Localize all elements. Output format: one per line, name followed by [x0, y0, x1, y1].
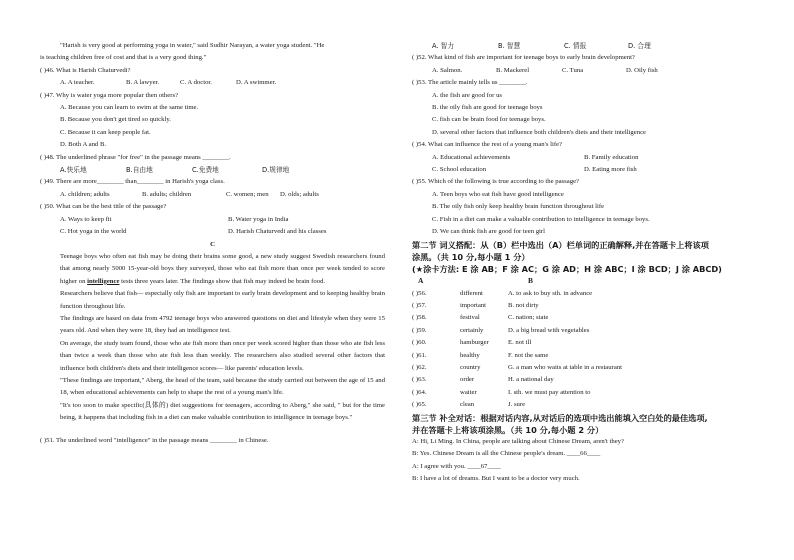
- q48-option-a: A.快乐地: [60, 166, 87, 175]
- q46-option-b: B. A lawyer.: [126, 79, 160, 87]
- question-50-stem: ( )50. What can be the best title of the passage?: [40, 203, 167, 211]
- match-definition: B. not dirty: [508, 301, 539, 309]
- column-b-label: B: [528, 276, 533, 286]
- q54-option-d: D. Eating more fish: [584, 166, 637, 174]
- match-number: ( )62.: [412, 363, 427, 371]
- q49-option-d: D. olds; adults: [280, 190, 319, 198]
- match-row: [412, 362, 757, 374]
- right-column: [412, 40, 757, 486]
- column-a-label: A: [418, 276, 424, 286]
- passage-paragraph-5: "These findings are important," Aberg, the head of the team, said because the study carried out between the age of 15 and 18, when educational achievements can help to shape the rest of a young man's life.: [60, 376, 385, 397]
- q54-option-c: C. School education: [432, 166, 487, 174]
- section-2-heading-cont: 涂黑。（共 10 分,每小题 1 分）: [412, 251, 530, 262]
- match-word: different: [460, 289, 483, 297]
- question-54-options-cd: [412, 164, 757, 176]
- q52-option-c: C. Tuna: [562, 66, 584, 74]
- section-2-heading: 第二节 词义搭配：从（B）栏中选出（A）栏单词的正确解释,并在答题卡上将该项: [412, 239, 709, 250]
- match-definition: F. not the same: [508, 351, 549, 359]
- question-49-options: [40, 189, 385, 201]
- match-definition: A. to ask to buy sth. in advance: [508, 289, 593, 297]
- dialogue-line-4: B: I have a lot of dreams. But I want to be a doctor very much.: [412, 475, 580, 483]
- match-word: healthy: [460, 351, 480, 359]
- quote-line-1: "Harish is very good at performing yoga in water," said Sudhir Narayan, a water yoga student. "He: [60, 42, 325, 49]
- match-number: ( )63.: [412, 376, 427, 384]
- match-column-headers: [412, 275, 757, 287]
- match-number: ( )61.: [412, 351, 427, 359]
- q51-option-a: A. 智力: [432, 42, 455, 50]
- dialogue-line-2: B: Yes. Chinese Dream is all the Chinese people's dream. ____66____: [412, 450, 601, 458]
- p1-text-b: tests three years later. The findings show that fish may indeed be brain food.: [119, 277, 326, 285]
- match-row: [412, 288, 757, 300]
- question-55-stem: ( )55. Which of the following is true according to the passage?: [412, 178, 580, 186]
- match-word: country: [460, 363, 481, 371]
- q47-option-d: D. Both A and B.: [60, 141, 107, 149]
- match-number: ( )64.: [412, 388, 427, 396]
- question-51-options: [412, 40, 757, 52]
- match-word: certainly: [460, 326, 484, 334]
- match-number: ( )60.: [412, 339, 427, 347]
- q52-option-a: A. Salmon.: [432, 66, 463, 74]
- section-c-heading: C: [210, 240, 215, 248]
- q54-option-a: A. Educational achievements: [432, 153, 511, 161]
- q51-option-b: B. 智慧: [498, 42, 521, 50]
- question-48-stem: ( )48. The underlined phrase "for free" in the passage means ________.: [40, 153, 231, 161]
- question-46-options: [40, 77, 385, 89]
- match-row: [412, 374, 757, 386]
- match-number: ( )65.: [412, 401, 427, 409]
- match-definition: G. a man who waits at table in a restaurant: [508, 363, 623, 371]
- q48-option-c: C.免费地: [192, 166, 219, 175]
- match-word: clean: [460, 401, 475, 409]
- q48-option-d: D.规律地: [262, 166, 290, 175]
- q50-option-a: A. Ways to keep fit: [60, 215, 112, 223]
- q52-option-d: D. Oily fish: [626, 66, 658, 74]
- match-definition: H. a national day: [508, 376, 554, 384]
- q50-option-c: C. Hot yoga in the world: [60, 228, 127, 236]
- question-52-options: [412, 65, 757, 77]
- passage-paragraph-1: [40, 251, 385, 288]
- q48-option-b: B.自由地: [126, 166, 153, 175]
- q46-option-a: A. A teacher.: [60, 79, 95, 87]
- q53-option-b: B. the oily fish are good for teenage boys: [432, 104, 543, 112]
- match-row: [412, 350, 757, 362]
- q54-option-b: B. Family education: [584, 153, 639, 161]
- question-54-options-ab: [412, 152, 757, 164]
- match-row: [412, 387, 757, 399]
- q47-option-c: C. Because it can keep people fat.: [60, 128, 151, 136]
- q53-option-a: A. the fish are good for us: [432, 91, 503, 99]
- p1-text-a: Teenage boys who often eat fish may be doing their brains some good, a new study suggest Swedish researchers found that among nearly 5000 15-year-old boys they surveyed, those who eat fish more than once per week tended to score higher on: [60, 252, 385, 285]
- match-word: hamburger: [460, 339, 489, 347]
- match-row: [412, 300, 757, 312]
- match-word: important: [460, 301, 487, 309]
- match-row: [412, 325, 757, 337]
- question-52-stem: ( )52. What kind of fish are important for teenage boys to early brain development?: [412, 54, 635, 62]
- question-46-stem: ( )46. What is Harish Chaturvedi?: [40, 66, 131, 74]
- dialogue-line-1: A: Hi, Li Ming. In China, people are talking about Chinese Dream, aren't they?: [412, 437, 624, 445]
- match-row: [412, 312, 757, 324]
- match-word: order: [460, 376, 475, 384]
- passage-paragraph-4: On average, the study team found, those who ate fish more than once per week scored higher than those who ate fish less than twice a week than those who ate fish less than weekly. The researchers also studied several other factors that influence both children's diets and their intelligence scores— like parents' education levels.: [60, 339, 385, 372]
- question-54-stem: ( )54. What can influence the rest of a young man's life?: [412, 141, 563, 149]
- match-list: [412, 288, 757, 412]
- match-definition: J. sure: [508, 401, 526, 409]
- q55-option-b: B. The oily fish only keep healthy brain function throughout life: [432, 203, 605, 211]
- left-column: [40, 40, 385, 447]
- question-48-options: [40, 164, 385, 176]
- match-row: [412, 337, 757, 349]
- quote-line-2: is teaching children free of cost and that is a very good thing.": [40, 54, 207, 62]
- match-word: waiter: [460, 388, 477, 396]
- q49-option-b: B. adults; children: [142, 190, 192, 198]
- question-53-stem: ( )53. The article mainly tells us ________.: [412, 79, 528, 87]
- q46-option-c: C. A doctor.: [180, 79, 212, 87]
- question-49-stem: ( )49. There are more________ than________ in Harish's yoga class.: [40, 178, 225, 186]
- q49-option-c: C. women; men: [226, 190, 269, 198]
- passage-paragraph-6: "It's too soon to make specific(具体的) diet suggestions for teenagers, according to Aberg," she said, " but for the time being, it happens that including fish in a diet can make valuable contribution to intelligence in teenage boys.": [60, 401, 385, 422]
- passage-paragraph-2: Researchers believe that fish— especially oily fish are important to early brain development and to keeping healthy brain function throughout life.: [60, 290, 385, 310]
- match-definition: C. nation; state: [508, 314, 549, 322]
- underlined-word-intelligence: intelligence: [87, 277, 120, 285]
- q46-option-d: D. A swimmer.: [236, 79, 277, 87]
- section-3-heading: 第三节 补全对话：根据对话内容,从对话后的选项中选出能填入空白处的最佳选项,: [412, 412, 708, 423]
- q51-option-d: D. 合理: [628, 42, 651, 50]
- q55-option-d: D. We can think fish are good for teen girl: [432, 228, 545, 236]
- match-row: [412, 399, 757, 411]
- match-word: festival: [460, 314, 480, 322]
- match-definition: D. a big bread with vegetables: [508, 326, 590, 334]
- q50-option-b: B. Water yoga in India: [228, 215, 289, 223]
- question-50-options-ab: [40, 214, 385, 226]
- dialogue-line-3: A: I agree with you. ____67____: [412, 462, 501, 470]
- q53-option-d: D. several other factors that influence both children's diets and their intelligence: [432, 128, 647, 136]
- match-number: ( )58.: [412, 314, 427, 322]
- q53-option-c: C. fish can be brain food for teenage boys.: [432, 116, 546, 124]
- q55-option-c: C. Fish in a diet can make a valuable contribution to intelligence in teenage boys.: [432, 215, 650, 223]
- section-3-heading-cont: 并在答题卡上将该项涂黑。（共 10 分,每小题 2 分）: [412, 424, 604, 435]
- q47-option-a: A. Because you can learn to swim at the same time.: [60, 104, 199, 112]
- question-50-options-cd: [40, 226, 385, 238]
- passage-paragraph-3: The findings are based on data from 4792 teenage boys who answered questions on diet and lifestyle when they were 15 years old. And when they were 18, they had an intelligence test.: [60, 314, 385, 335]
- q55-option-a: A. Teen boys who eat fish have good intelligence: [432, 190, 564, 198]
- q47-option-b: B. Because you don't get tired so quickly.: [60, 116, 171, 124]
- section-2-instructions: (★涂卡方法: E 涂 AB；F 涂 AC；G 涂 AD；H 涂 ABC；I 涂 BCD；J 涂 ABCD): [412, 263, 722, 274]
- match-number: ( )59.: [412, 326, 427, 334]
- match-definition: E. not ill: [508, 339, 532, 347]
- q49-option-a: A. children; adults: [60, 190, 110, 198]
- match-number: ( )57.: [412, 301, 427, 309]
- match-definition: I. sth. we must pay attention to: [508, 388, 591, 396]
- q50-option-d: D. Harish Chaturvedi and his classes: [228, 228, 327, 236]
- q51-option-c: C. 情报: [564, 42, 587, 50]
- q52-option-b: B. Mackerel: [496, 66, 530, 74]
- question-47-stem: ( )47. Why is water yoga more popular then others?: [40, 91, 179, 99]
- question-51-stem: ( )51. The underlined word "intelligence" in the passage means ________ in Chinese.: [40, 436, 269, 444]
- match-number: ( )56.: [412, 289, 427, 297]
